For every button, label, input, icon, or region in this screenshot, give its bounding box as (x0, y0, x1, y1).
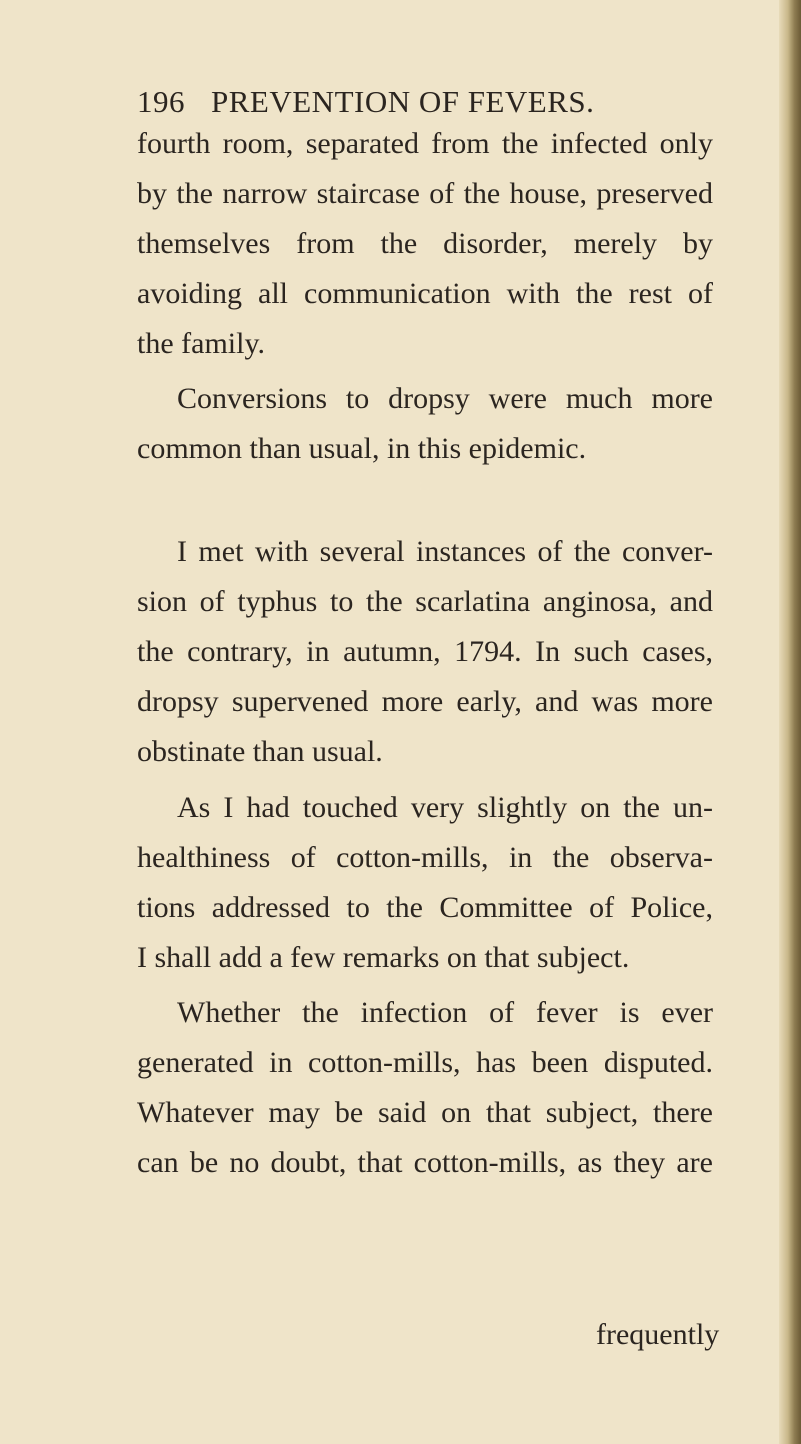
text-line: themselves from the disorder, merely by (137, 227, 713, 260)
paragraph-4 (137, 783, 713, 983)
text-line: I shall add a few remarks on that subject. (137, 941, 630, 974)
running-title: PREVENTION OF FEVERS. (211, 84, 595, 119)
text-line: obstinate than usual. (137, 735, 383, 768)
text-line: healthiness of cotton-mills, in the observa- (137, 841, 713, 874)
text-line: dropsy supervened more early, and was more (137, 685, 713, 718)
catchword: frequently (596, 1318, 720, 1351)
text-line: avoiding all communication with the rest of (137, 277, 713, 310)
text-line: by the narrow staircase of the house, preserved (137, 177, 713, 210)
running-header (137, 82, 637, 122)
paragraph-1 (137, 119, 713, 369)
text-line: sion of typhus to the scarlatina anginosa, and (137, 585, 713, 618)
paragraph-3 (137, 527, 713, 777)
text-line: the contrary, in autumn, 1794. In such cases, (137, 635, 713, 668)
page-edge (779, 0, 801, 1444)
text-line: As I had touched very slightly on the un- (177, 791, 713, 824)
text-line: can be no doubt, that cotton-mills, as they are (137, 1146, 713, 1179)
text-line: common than usual, in this epidemic. (137, 432, 587, 465)
paragraph-5 (137, 988, 713, 1188)
page-number: 196 (137, 84, 185, 119)
text-line: I met with several instances of the conver- (177, 535, 713, 568)
text-line: Whatever may be said on that subject, there (137, 1096, 713, 1129)
text-line: generated in cotton-mills, has been disputed. (137, 1046, 713, 1079)
text-line: the family. (137, 327, 266, 360)
paragraph-2 (137, 374, 713, 474)
text-line: Conversions to dropsy were much more (177, 382, 713, 415)
text-line: fourth room, separated from the infected only (137, 127, 713, 160)
text-line: tions addressed to the Committee of Police, (137, 891, 713, 924)
text-line: Whether the infection of fever is ever (177, 996, 713, 1029)
